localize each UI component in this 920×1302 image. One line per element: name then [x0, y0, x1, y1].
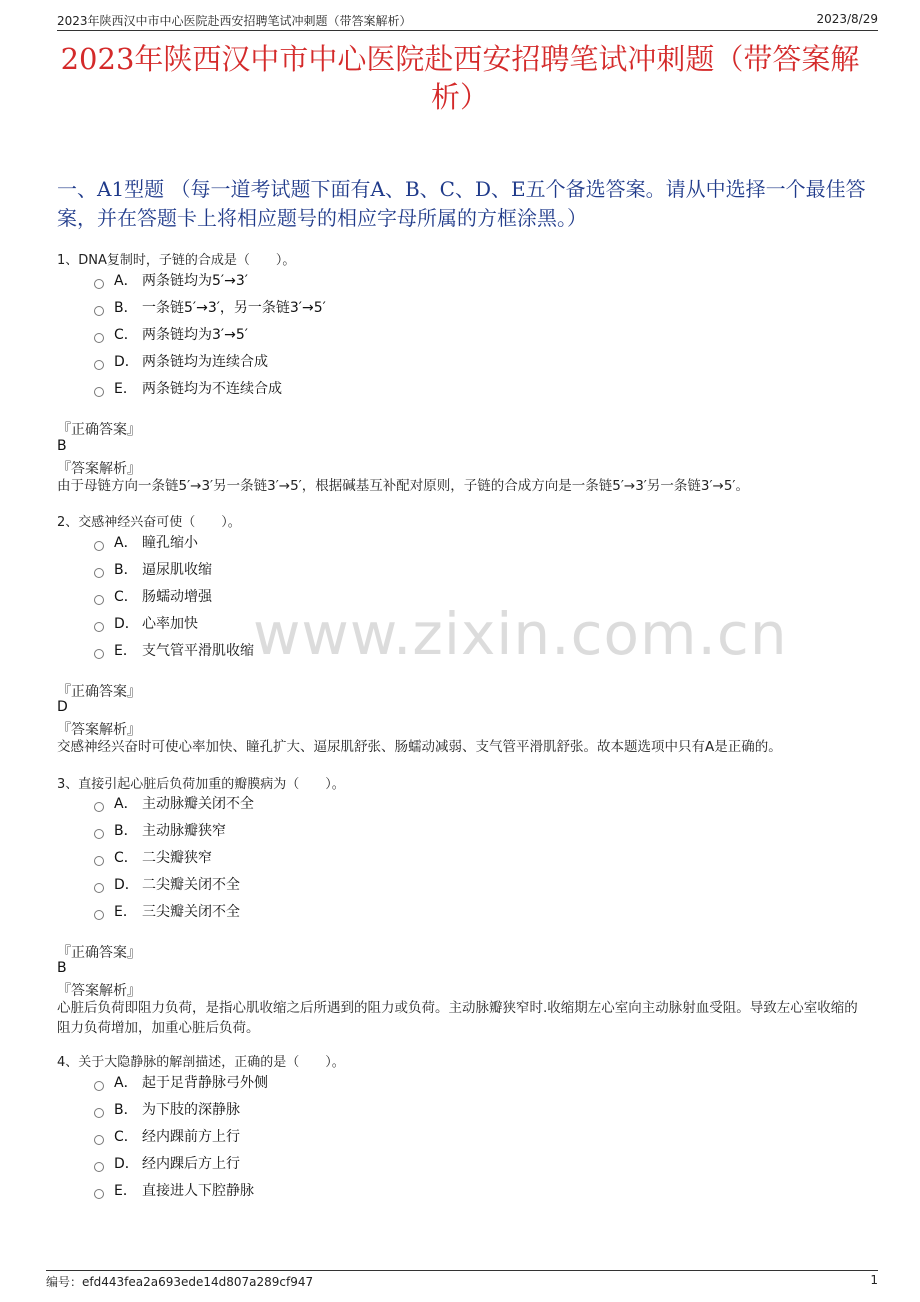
option-text: 一条链5′→3′，另一条链3′→5′ [142, 300, 326, 316]
option-text: 经内踝后方上行 [142, 1156, 240, 1172]
option-e[interactable] [94, 378, 282, 398]
radio-icon[interactable] [94, 1162, 104, 1172]
header-doc-title: 2023年陕西汉中市中心医院赴西安招聘笔试冲刺题（带答案解析） [57, 14, 412, 28]
option-e[interactable] [94, 640, 254, 660]
option-text: 起于足背静脉弓外侧 [142, 1075, 268, 1091]
question-stem: 3、直接引起心脏后负荷加重的瓣膜病为（ ）。 [57, 777, 345, 792]
option-c[interactable] [94, 324, 248, 344]
option-text: 为下肢的深静脉 [142, 1102, 240, 1118]
option-a[interactable] [94, 270, 248, 290]
option-text: 三尖瓣关闭不全 [142, 904, 240, 920]
document-title: 2023年陕西汉中市中心医院赴西安招聘笔试冲刺题（带答案解析） [60, 42, 860, 114]
option-letter: D． [114, 354, 139, 370]
answer-analysis: 交感神经兴奋时可使心率加快、瞳孔扩大、逼尿肌舒张、肠蠕动减弱、支气管平滑肌舒张。故本题选项中只有A是正确的。 [57, 739, 782, 755]
watermark: www.zixin.com.cn [253, 600, 788, 668]
option-letter: A． [114, 273, 138, 289]
radio-icon[interactable] [94, 856, 104, 866]
radio-icon[interactable] [94, 910, 104, 920]
option-e[interactable] [94, 1180, 254, 1200]
option-d[interactable] [94, 874, 240, 894]
option-letter: C． [114, 327, 138, 343]
analysis-label: 『答案解析』 [57, 983, 141, 999]
radio-icon[interactable] [94, 829, 104, 839]
radio-icon[interactable] [94, 1081, 104, 1091]
answer-label: 『正确答案』 [57, 945, 141, 961]
radio-icon[interactable] [94, 1135, 104, 1145]
option-text: 支气管平滑肌收缩 [142, 643, 254, 659]
radio-icon[interactable] [94, 883, 104, 893]
page-footer [46, 1270, 878, 1291]
option-text: 主动脉瓣关闭不全 [142, 796, 254, 812]
section-heading: 一、A1型题 （每一道考试题下面有A、B、C、D、E五个备选答案。请从中选择一个最佳答案，并在答题卡上将相应题号的相应字母所属的方框涂黑。） [57, 177, 866, 230]
option-letter: B． [114, 1102, 138, 1118]
answer-label: 『正确答案』 [57, 684, 141, 700]
correct-answer: B [57, 960, 67, 976]
page-header [57, 12, 878, 31]
option-b[interactable] [94, 559, 212, 579]
option-c[interactable] [94, 586, 212, 606]
radio-icon[interactable] [94, 1189, 104, 1199]
option-letter: D． [114, 1156, 139, 1172]
option-letter: D． [114, 877, 139, 893]
correct-answer: B [57, 438, 67, 454]
question-stem: 1、DNA复制时，子链的合成是（ ）。 [57, 253, 296, 268]
option-text: 两条链均为不连续合成 [142, 381, 282, 397]
radio-icon[interactable] [94, 387, 104, 397]
option-text: 两条链均为3′→5′ [142, 327, 248, 343]
option-text: 心率加快 [142, 616, 198, 632]
option-text: 瞳孔缩小 [142, 535, 198, 551]
document-code: 编号：efd443fea2a693ede14d807a289cf947 [46, 1275, 314, 1289]
option-letter: D． [114, 616, 139, 632]
option-text: 肠蠕动增强 [142, 589, 212, 605]
header-date: 2023/8/29 [816, 12, 878, 26]
answer-analysis: 心脏后负荷即阻力负荷，是指心肌收缩之后所遇到的阻力或负荷。主动脉瓣狭窄时.收缩期左心室向主动脉射血受阻。导致左心室收缩的阻力负荷增加，加重心脏后负荷。 [57, 1000, 858, 1036]
radio-icon[interactable] [94, 649, 104, 659]
option-e[interactable] [94, 901, 240, 921]
page-number: 1 [870, 1273, 878, 1287]
option-a[interactable] [94, 532, 198, 552]
option-d[interactable] [94, 351, 268, 371]
option-letter: C． [114, 589, 138, 605]
analysis-label: 『答案解析』 [57, 722, 141, 738]
option-d[interactable] [94, 1153, 240, 1173]
option-a[interactable] [94, 1072, 268, 1092]
option-c[interactable] [94, 847, 212, 867]
option-text: 主动脉瓣狭窄 [142, 823, 226, 839]
option-text: 二尖瓣狭窄 [142, 850, 212, 866]
option-letter: A． [114, 1075, 138, 1091]
option-text: 经内踝前方上行 [142, 1129, 240, 1145]
option-a[interactable] [94, 793, 254, 813]
question-stem: 2、交感神经兴奋可使（ ）。 [57, 515, 241, 530]
option-letter: C． [114, 1129, 138, 1145]
option-text: 两条链均为连续合成 [142, 354, 268, 370]
option-letter: B． [114, 823, 138, 839]
radio-icon[interactable] [94, 541, 104, 551]
option-d[interactable] [94, 613, 198, 633]
option-letter: E． [114, 904, 137, 920]
radio-icon[interactable] [94, 306, 104, 316]
option-text: 二尖瓣关闭不全 [142, 877, 240, 893]
option-letter: E． [114, 381, 137, 397]
radio-icon[interactable] [94, 360, 104, 370]
radio-icon[interactable] [94, 1108, 104, 1118]
radio-icon[interactable] [94, 333, 104, 343]
option-text: 两条链均为5′→3′ [142, 273, 248, 289]
option-letter: A． [114, 535, 138, 551]
option-letter: B． [114, 562, 138, 578]
radio-icon[interactable] [94, 802, 104, 812]
radio-icon[interactable] [94, 279, 104, 289]
radio-icon[interactable] [94, 595, 104, 605]
option-letter: E． [114, 1183, 137, 1199]
option-letter: B． [114, 300, 138, 316]
radio-icon[interactable] [94, 568, 104, 578]
answer-analysis: 由于母链方向一条链5′→3′另一条链3′→5′，根据碱基互补配对原则，子链的合成方向是一条链5′→3′另一条链3′→5′。 [57, 478, 749, 494]
option-text: 直接进人下腔静脉 [142, 1183, 254, 1199]
option-letter: E． [114, 643, 137, 659]
analysis-label: 『答案解析』 [57, 461, 141, 477]
radio-icon[interactable] [94, 622, 104, 632]
answer-label: 『正确答案』 [57, 422, 141, 438]
option-c[interactable] [94, 1126, 240, 1146]
option-b[interactable] [94, 820, 226, 840]
option-letter: A． [114, 796, 138, 812]
option-b[interactable] [94, 1099, 240, 1119]
option-b[interactable] [94, 297, 326, 317]
correct-answer: D [57, 699, 68, 715]
option-letter: C． [114, 850, 138, 866]
option-text: 逼尿肌收缩 [142, 562, 212, 578]
question-stem: 4、关于大隐静脉的解剖描述，正确的是（ ）。 [57, 1055, 345, 1070]
